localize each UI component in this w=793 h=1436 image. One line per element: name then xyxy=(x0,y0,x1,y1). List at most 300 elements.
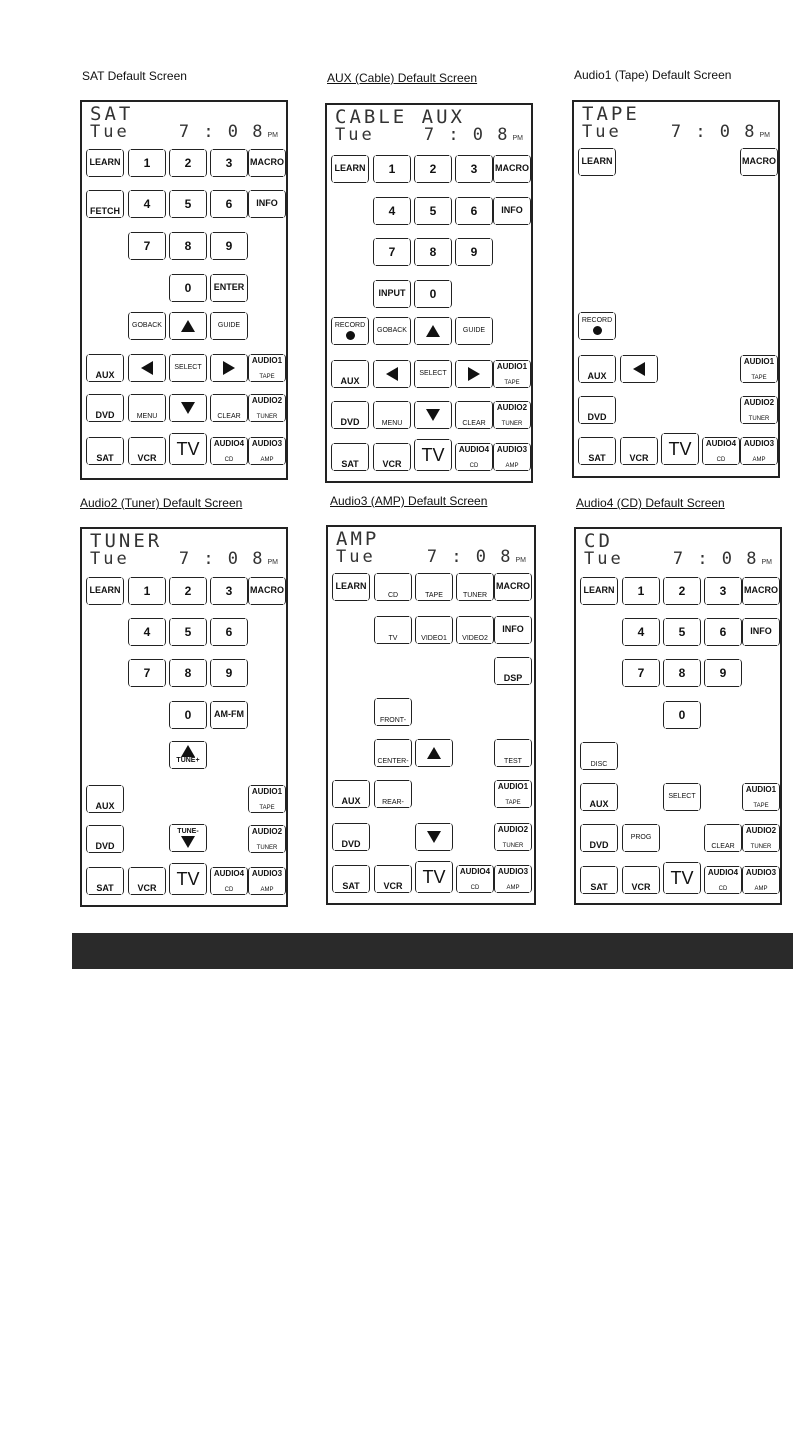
key-label: 4 xyxy=(143,196,151,211)
audio4-screen-panel xyxy=(574,527,782,905)
key-label: TV xyxy=(668,438,692,459)
key-label: PROG xyxy=(630,834,652,842)
rear-button[interactable] xyxy=(374,780,412,808)
front-button[interactable] xyxy=(374,698,412,726)
audio4-screen-caption: Audio4 (CD) Default Screen xyxy=(576,496,725,510)
key-label: AUDIO2 xyxy=(251,396,283,405)
key-label: 2 xyxy=(678,583,686,598)
dsp-button[interactable] xyxy=(494,657,532,685)
record-button[interactable] xyxy=(578,312,616,340)
k7-button[interactable] xyxy=(128,659,166,687)
key-label: AUDIO3 xyxy=(743,439,775,448)
audio1-button[interactable] xyxy=(248,354,286,382)
audio4-button[interactable] xyxy=(704,866,742,894)
select-button[interactable] xyxy=(169,354,207,382)
k7-button[interactable] xyxy=(622,659,660,687)
audio4-button[interactable] xyxy=(210,437,248,465)
key-label: VCR xyxy=(629,452,649,463)
key-label: MACRO xyxy=(495,163,529,174)
lcd-clock xyxy=(671,122,770,142)
lcd-day: Tue xyxy=(582,122,622,142)
key-label: 6 xyxy=(225,624,233,639)
key-label: GOBACK xyxy=(377,327,407,335)
key-label: SAT xyxy=(96,452,114,463)
k8-button[interactable] xyxy=(414,238,452,266)
vcr-button[interactable] xyxy=(620,437,658,465)
center-button[interactable] xyxy=(374,739,412,767)
key-label: FRONT- xyxy=(379,716,407,724)
macro-button[interactable] xyxy=(742,577,780,605)
aux-button[interactable] xyxy=(332,780,370,808)
tv-button[interactable] xyxy=(661,433,699,465)
record-dot-icon xyxy=(593,326,602,335)
key-label: TV xyxy=(670,867,694,888)
sat-button[interactable] xyxy=(580,866,618,894)
vcr-button[interactable] xyxy=(373,443,411,471)
audio2-button[interactable] xyxy=(494,823,532,851)
learn-button[interactable] xyxy=(86,149,124,177)
key-label: 1 xyxy=(637,583,645,598)
key-label: 0 xyxy=(429,286,437,301)
macro-button[interactable] xyxy=(248,577,286,605)
key-label: 5 xyxy=(184,196,192,211)
key-label: 7 xyxy=(388,244,396,259)
k1-button[interactable] xyxy=(373,155,411,183)
k1-button[interactable] xyxy=(622,577,660,605)
key-label: 4 xyxy=(388,203,396,218)
audio3-button[interactable] xyxy=(742,866,780,894)
lcd-time: 7 : 0 8 xyxy=(178,549,265,569)
audio2-button[interactable] xyxy=(742,824,780,852)
key-label: AUDIO3 xyxy=(497,867,529,876)
macro-button[interactable] xyxy=(493,155,531,183)
key-sublabel: TAPE xyxy=(259,804,275,811)
sat-button[interactable] xyxy=(86,867,124,895)
key-label: 2 xyxy=(184,583,192,598)
k1-button[interactable] xyxy=(128,577,166,605)
select-button[interactable] xyxy=(414,360,452,388)
k6-button[interactable] xyxy=(210,190,248,218)
k6-button[interactable] xyxy=(210,618,248,646)
input-button[interactable] xyxy=(373,280,411,308)
lcd-source-title: TAPE xyxy=(582,103,640,125)
learn-button[interactable] xyxy=(578,148,616,176)
test-button[interactable] xyxy=(494,739,532,767)
lcd-day: Tue xyxy=(335,125,375,145)
key-label: CLEAR xyxy=(462,419,486,427)
macro-button[interactable] xyxy=(740,148,778,176)
sat-button[interactable] xyxy=(86,437,124,465)
key-label: AUDIO2 xyxy=(745,826,777,835)
disc-button[interactable] xyxy=(580,742,618,770)
k9-button[interactable] xyxy=(704,659,742,687)
tape-button[interactable] xyxy=(415,573,453,601)
key-sublabel: TUNER xyxy=(256,844,278,851)
key-sublabel: AMP xyxy=(506,884,520,891)
info-button[interactable] xyxy=(493,197,531,225)
key-label: 1 xyxy=(143,583,151,598)
k3-button[interactable] xyxy=(210,149,248,177)
tuner-button[interactable] xyxy=(456,573,494,601)
k8-button[interactable] xyxy=(169,659,207,687)
audio4-button[interactable] xyxy=(455,443,493,471)
audio4-button[interactable] xyxy=(702,437,740,465)
left-button[interactable] xyxy=(128,354,166,382)
up-arrow-icon xyxy=(426,325,440,337)
key-label: AUDIO1 xyxy=(251,787,283,796)
learn-button[interactable] xyxy=(332,573,370,601)
lcd-source-title: CABLE AUX xyxy=(335,106,465,128)
down-button[interactable] xyxy=(169,394,207,422)
left-button[interactable] xyxy=(620,355,658,383)
k3-button[interactable] xyxy=(210,577,248,605)
k5-button[interactable] xyxy=(414,197,452,225)
key-label: TV xyxy=(422,866,446,887)
k3-button[interactable] xyxy=(455,155,493,183)
key-label: AUX xyxy=(95,369,115,380)
aux-button[interactable] xyxy=(86,354,124,382)
audio3-screen-caption: Audio3 (AMP) Default Screen xyxy=(330,494,488,508)
key-label: DISC xyxy=(590,760,608,768)
dvd-button[interactable] xyxy=(331,401,369,429)
key-label: LEARN xyxy=(581,156,613,167)
key-label: TUNE- xyxy=(177,828,199,836)
key-sublabel: TUNER xyxy=(750,843,772,850)
down-arrow-icon xyxy=(181,402,195,414)
left-arrow-icon xyxy=(386,367,398,381)
key-label: AUX xyxy=(341,795,361,806)
audio2-button[interactable] xyxy=(740,396,778,424)
key-label: INPUT xyxy=(378,288,406,299)
key-label: 5 xyxy=(184,624,192,639)
key-label: LEARN xyxy=(89,157,121,168)
lcd-ampm: PM xyxy=(512,135,523,142)
k9-button[interactable] xyxy=(210,659,248,687)
key-label: 9 xyxy=(470,244,478,259)
clear-button[interactable] xyxy=(455,401,493,429)
k8-button[interactable] xyxy=(169,232,207,260)
lcd-source-title: CD xyxy=(584,530,613,552)
key-label: AUX xyxy=(95,800,115,811)
audio3-button[interactable] xyxy=(248,437,286,465)
info-button[interactable] xyxy=(248,190,286,218)
lcd-source-title: TUNER xyxy=(90,530,163,552)
enter-button[interactable] xyxy=(210,274,248,302)
audio1-button[interactable] xyxy=(493,360,531,388)
lcd-clock xyxy=(179,122,278,142)
key-label: 8 xyxy=(184,238,192,253)
select-button[interactable] xyxy=(663,783,701,811)
key-label: VCR xyxy=(137,882,157,893)
lcd-day: Tue xyxy=(90,549,130,569)
guide-button[interactable] xyxy=(210,312,248,340)
amfm-button[interactable] xyxy=(210,701,248,729)
key-label: AUDIO4 xyxy=(213,869,245,878)
audio1-button[interactable] xyxy=(740,355,778,383)
key-label: MACRO xyxy=(496,581,530,592)
key-label: 8 xyxy=(184,665,192,680)
k5-button[interactable] xyxy=(663,618,701,646)
macro-button[interactable] xyxy=(494,573,532,601)
key-sublabel: TUNER xyxy=(501,420,523,427)
audio4-button[interactable] xyxy=(210,867,248,895)
dvd-button[interactable] xyxy=(578,396,616,424)
k2-button[interactable] xyxy=(414,155,452,183)
guide-button[interactable] xyxy=(455,317,493,345)
tv-button[interactable] xyxy=(663,862,701,894)
left-arrow-icon xyxy=(141,361,153,375)
tv-button[interactable] xyxy=(414,439,452,471)
key-label: VIDEO2 xyxy=(462,634,488,642)
k3-button[interactable] xyxy=(704,577,742,605)
key-label: 6 xyxy=(470,203,478,218)
audio2-screen-caption: Audio2 (Tuner) Default Screen xyxy=(80,496,243,510)
lcd-ampm: PM xyxy=(267,132,278,139)
lcd-clock xyxy=(673,549,772,569)
lcd-day: Tue xyxy=(584,549,624,569)
up-button[interactable] xyxy=(414,317,452,345)
k0-button[interactable] xyxy=(663,701,701,729)
key-label: AUDIO1 xyxy=(497,782,529,791)
audio3-button[interactable] xyxy=(494,865,532,893)
right-button[interactable] xyxy=(455,360,493,388)
tv-button[interactable] xyxy=(169,433,207,465)
aux-button[interactable] xyxy=(580,783,618,811)
key-label: MACRO xyxy=(250,585,284,596)
audio2-screen-panel xyxy=(80,527,288,907)
sat-button[interactable] xyxy=(331,443,369,471)
key-sublabel: CD xyxy=(224,456,234,463)
audio4-button[interactable] xyxy=(456,865,494,893)
key-label: AUDIO3 xyxy=(745,868,777,877)
vcr-button[interactable] xyxy=(128,437,166,465)
key-label: SAT xyxy=(342,880,360,891)
audio2-button[interactable] xyxy=(248,394,286,422)
dvd-button[interactable] xyxy=(86,825,124,853)
key-label: 4 xyxy=(637,624,645,639)
audio1-button[interactable] xyxy=(248,785,286,813)
lcd-clock xyxy=(427,547,526,567)
key-label: CLEAR xyxy=(217,412,241,420)
clear-button[interactable] xyxy=(210,394,248,422)
video1-button[interactable] xyxy=(415,616,453,644)
right-button[interactable] xyxy=(210,354,248,382)
aux-button[interactable] xyxy=(578,355,616,383)
key-label: CD xyxy=(387,591,399,599)
k0-button[interactable] xyxy=(414,280,452,308)
key-label: LEARN xyxy=(334,163,366,174)
k0-button[interactable] xyxy=(169,701,207,729)
key-sublabel: CD xyxy=(718,885,728,892)
down-button[interactable] xyxy=(415,823,453,851)
info-button[interactable] xyxy=(742,618,780,646)
key-label: 7 xyxy=(143,665,151,680)
lcd-source-title: AMP xyxy=(336,528,380,550)
key-label: SELECT xyxy=(174,364,202,372)
k6-button[interactable] xyxy=(455,197,493,225)
key-label: 5 xyxy=(678,624,686,639)
key-sublabel: CD xyxy=(716,456,726,463)
prog-button[interactable] xyxy=(622,824,660,852)
key-label: TEST xyxy=(504,757,522,765)
right-arrow-icon xyxy=(468,367,480,381)
k6-button[interactable] xyxy=(704,618,742,646)
key-label: LEARN xyxy=(335,581,367,592)
lcd-time: 7 : 0 8 xyxy=(178,122,265,142)
key-sublabel: TUNER xyxy=(256,413,278,420)
video2-button[interactable] xyxy=(456,616,494,644)
record-button[interactable] xyxy=(331,317,369,345)
cd-button[interactable] xyxy=(374,573,412,601)
key-label: INFO xyxy=(501,205,523,216)
clear-button[interactable] xyxy=(704,824,742,852)
key-label: AUDIO3 xyxy=(251,439,283,448)
key-label: AUDIO1 xyxy=(743,357,775,366)
key-sublabel: TAPE xyxy=(504,379,520,386)
key-sublabel: TAPE xyxy=(753,802,769,809)
sat-screen-caption: SAT Default Screen xyxy=(82,69,187,83)
up-button[interactable] xyxy=(169,312,207,340)
key-label: TV xyxy=(421,444,445,465)
k8-button[interactable] xyxy=(663,659,701,687)
left-button[interactable] xyxy=(373,360,411,388)
aux-button[interactable] xyxy=(86,785,124,813)
down-arrow-icon xyxy=(181,836,195,848)
key-label: 6 xyxy=(225,196,233,211)
key-label: 1 xyxy=(388,161,396,176)
down-button[interactable] xyxy=(414,401,452,429)
audio3-screen-panel xyxy=(326,525,536,905)
aux-screen-caption: AUX (Cable) Default Screen xyxy=(327,71,478,85)
key-label: INFO xyxy=(256,198,278,209)
k4-button[interactable] xyxy=(373,197,411,225)
key-label: GUIDE xyxy=(217,322,241,330)
key-label: TUNE+ xyxy=(176,757,200,765)
record-dot-icon xyxy=(346,331,355,340)
learn-button[interactable] xyxy=(86,577,124,605)
k0-button[interactable] xyxy=(169,274,207,302)
key-label: SELECT xyxy=(419,370,447,378)
k1-button[interactable] xyxy=(128,149,166,177)
dvd-button[interactable] xyxy=(332,823,370,851)
aux-button[interactable] xyxy=(331,360,369,388)
menu-button[interactable] xyxy=(373,401,411,429)
k7-button[interactable] xyxy=(373,238,411,266)
audio3-button[interactable] xyxy=(248,867,286,895)
audio2-button[interactable] xyxy=(248,825,286,853)
lcd-time: 7 : 0 8 xyxy=(672,549,759,569)
lcd-ampm: PM xyxy=(515,557,526,564)
info-button[interactable] xyxy=(494,616,532,644)
up-arrow-icon xyxy=(181,745,195,757)
tv-button[interactable] xyxy=(169,863,207,895)
menu-button[interactable] xyxy=(128,394,166,422)
key-label: 5 xyxy=(429,203,437,218)
key-label: 0 xyxy=(184,280,192,295)
key-label: 2 xyxy=(429,161,437,176)
k9-button[interactable] xyxy=(455,238,493,266)
up-arrow-icon xyxy=(427,747,441,759)
lcd-time: 7 : 0 8 xyxy=(670,122,757,142)
key-label: AUDIO4 xyxy=(213,439,245,448)
k4-button[interactable] xyxy=(622,618,660,646)
dvd-button[interactable] xyxy=(580,824,618,852)
key-label: 9 xyxy=(719,665,727,680)
tv-button[interactable] xyxy=(415,861,453,893)
audio3-button[interactable] xyxy=(493,443,531,471)
audio1-screen-caption: Audio1 (Tape) Default Screen xyxy=(574,68,732,82)
k4-button[interactable] xyxy=(128,190,166,218)
key-label: AUDIO1 xyxy=(745,785,777,794)
key-label: CLEAR xyxy=(711,842,735,850)
key-label: 3 xyxy=(225,583,233,598)
key-label: SAT xyxy=(590,881,608,892)
lcd-ampm: PM xyxy=(759,132,770,139)
key-label: 7 xyxy=(143,238,151,253)
key-label: GOBACK xyxy=(132,322,162,330)
key-label: ENTER xyxy=(213,282,245,293)
vcr-button[interactable] xyxy=(622,866,660,894)
key-label: FETCH xyxy=(90,205,120,216)
sat-button[interactable] xyxy=(578,437,616,465)
goback-button[interactable] xyxy=(128,312,166,340)
k5-button[interactable] xyxy=(169,190,207,218)
learn-button[interactable] xyxy=(580,577,618,605)
key-sublabel: AMP xyxy=(754,885,768,892)
key-label: 3 xyxy=(719,583,727,598)
key-label: 9 xyxy=(225,665,233,680)
sat-button[interactable] xyxy=(332,865,370,893)
k2-button[interactable] xyxy=(663,577,701,605)
key-label: AUX xyxy=(587,370,607,381)
up-arrow-icon xyxy=(181,320,195,332)
key-label: AUX xyxy=(340,375,360,386)
macro-button[interactable] xyxy=(248,149,286,177)
goback-button[interactable] xyxy=(373,317,411,345)
key-label: 3 xyxy=(225,155,233,170)
key-sublabel: AMP xyxy=(260,456,274,463)
dvd-button[interactable] xyxy=(86,394,124,422)
tv-src-button[interactable] xyxy=(374,616,412,644)
key-label: RECORD xyxy=(334,321,366,329)
audio2-button[interactable] xyxy=(493,401,531,429)
k9-button[interactable] xyxy=(210,232,248,260)
vcr-button[interactable] xyxy=(374,865,412,893)
key-label: DVD xyxy=(587,411,607,422)
audio1-button[interactable] xyxy=(494,780,532,808)
key-label: CENTER- xyxy=(377,757,409,765)
tune-plus-button[interactable] xyxy=(169,741,207,769)
k7-button[interactable] xyxy=(128,232,166,260)
k5-button[interactable] xyxy=(169,618,207,646)
key-label: SELECT xyxy=(668,793,696,801)
vcr-button[interactable] xyxy=(128,867,166,895)
k2-button[interactable] xyxy=(169,149,207,177)
key-label: 0 xyxy=(184,707,192,722)
sat-screen-panel xyxy=(80,100,288,480)
fetch-button[interactable] xyxy=(86,190,124,218)
key-label: MACRO xyxy=(250,157,284,168)
up-button[interactable] xyxy=(415,739,453,767)
k2-button[interactable] xyxy=(169,577,207,605)
k4-button[interactable] xyxy=(128,618,166,646)
audio3-button[interactable] xyxy=(740,437,778,465)
down-arrow-icon xyxy=(426,409,440,421)
audio1-button[interactable] xyxy=(742,783,780,811)
tune-minus-button[interactable] xyxy=(169,824,207,852)
learn-button[interactable] xyxy=(331,155,369,183)
key-sublabel: CD xyxy=(224,886,234,893)
